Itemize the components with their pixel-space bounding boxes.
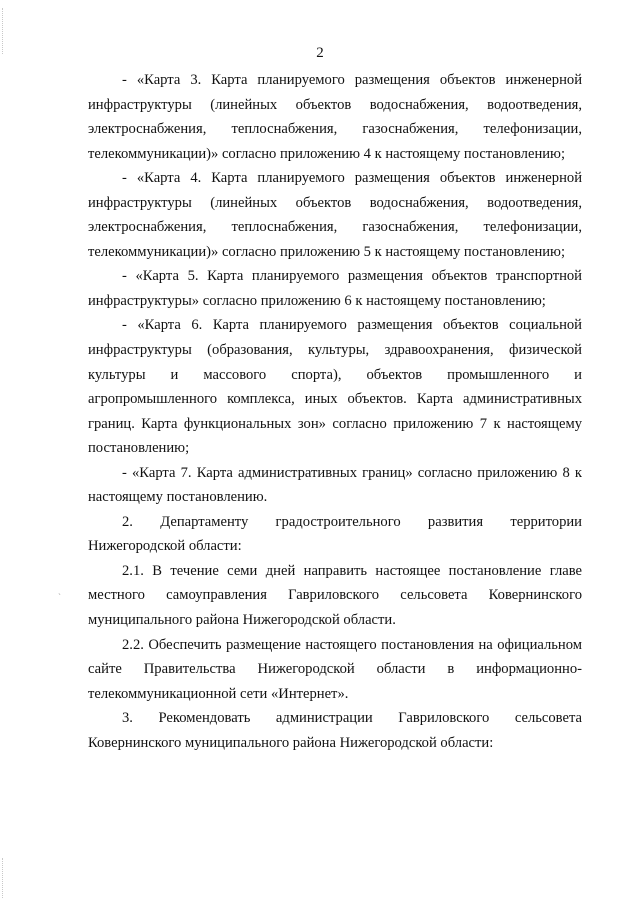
- margin-mark: `: [58, 592, 61, 602]
- page-number: 2: [316, 45, 324, 61]
- paragraph-map-7: - «Карта 7. Карта административных границ» согласно приложению 8 к настоящему постановлению.: [88, 464, 582, 506]
- body-text: [88, 68, 582, 755]
- paragraph-item-2: 2. Департаменту градостроительного развития территории Нижегородской области:: [88, 513, 582, 555]
- paragraph-map-6: - «Карта 6. Карта планируемого размещения объектов социальной инфраструктуры (образования, культуры, здравоохранения, физической культуры и массового спорта), объектов промышленного и агропромышленного комплекса, иных объектов. Карта административных границ. Карта функциональных зон» согласно приложению 7 к настоящему постановлению;: [88, 317, 582, 457]
- paragraph-map-3: - «Карта 3. Карта планируемого размещения объектов инженерной инфраструктуры (линейных объектов водоснабжения, водоотведения, электроснабжения, теплоснабжения, газоснабжения, телефонизации, телекоммуникации)» согласно приложению 4 к настоящему постановлению;: [88, 72, 582, 162]
- paragraph-map-4: - «Карта 4. Карта планируемого размещения объектов инженерной инфраструктуры (линейных объектов водоснабжения, водоотведения, электроснабжения, теплоснабжения, газоснабжения, телефонизации, телекоммуникации)» согласно приложению 5 к настоящему постановлению;: [88, 170, 582, 260]
- paragraph-map-5: - «Карта 5. Карта планируемого размещения объектов транспортной инфраструктуры» согласно приложению 6 к настоящему постановлению;: [88, 268, 582, 309]
- paragraph-item-2-2: 2.2. Обеспечить размещение настоящего постановления на официальном сайте Правительства Нижегородской области в информационно-телекоммуникационной сети «Интернет».: [88, 636, 582, 702]
- left-edge-scan-dots: [2, 858, 5, 898]
- paragraph-item-3: 3. Рекомендовать администрации Гавриловского сельсовета Ковернинского муниципального района Нижегородской области:: [88, 710, 582, 751]
- paragraph-item-2-1: 2.1. В течение семи дней направить настоящее постановление главе местного самоуправления Гавриловского сельсовета Ковернинского муниципального района Нижегородской области.: [88, 562, 582, 629]
